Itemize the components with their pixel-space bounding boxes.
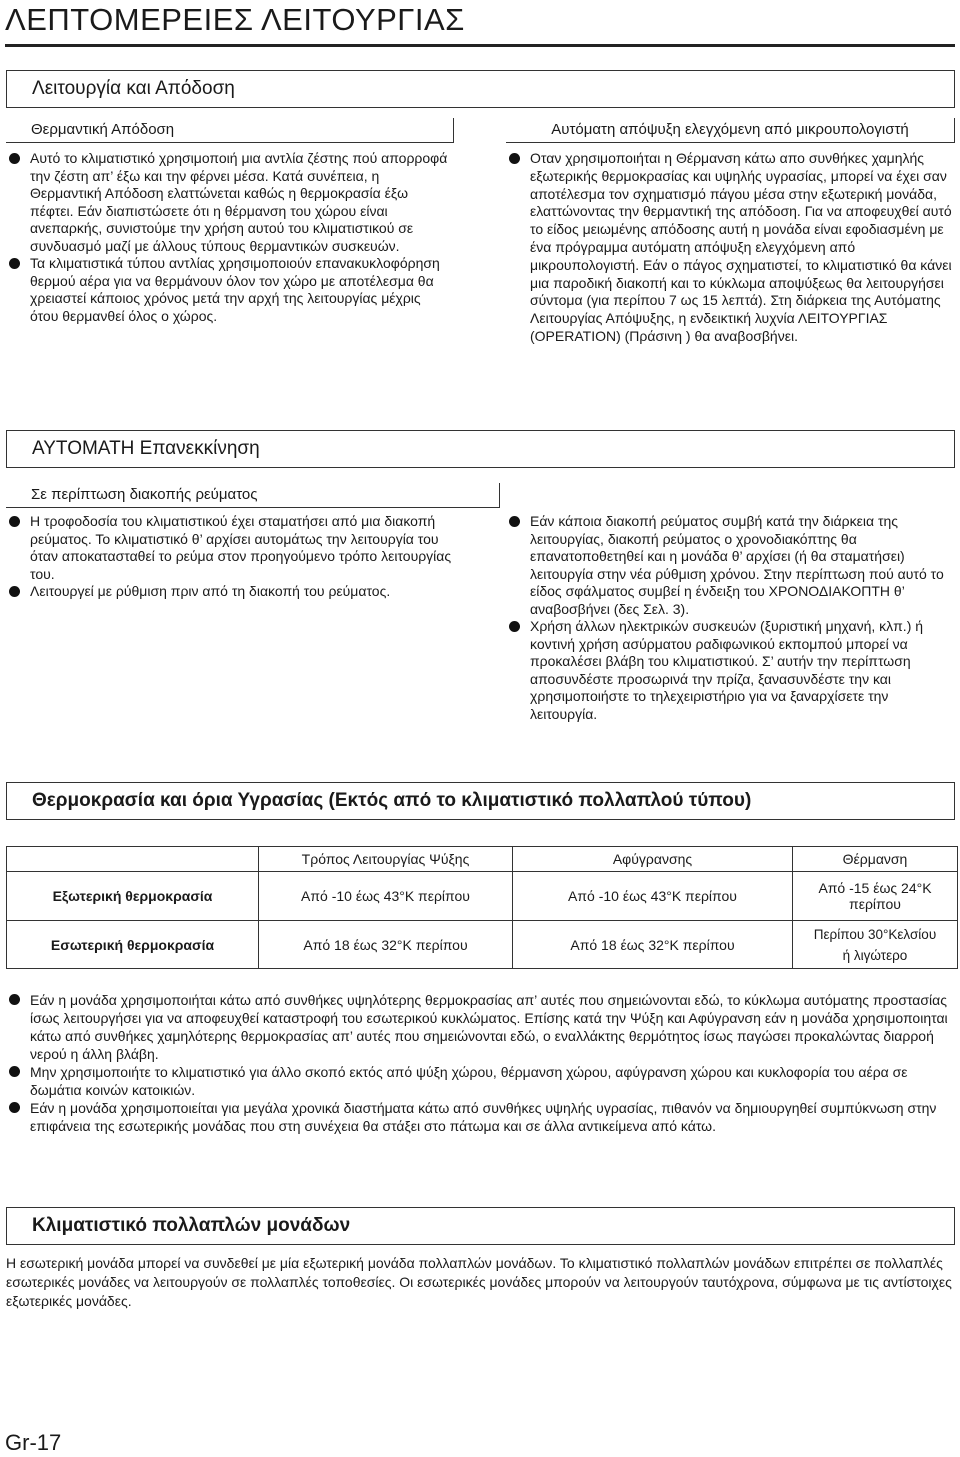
bullet-icon [509, 516, 520, 527]
bullet-icon [9, 1102, 20, 1113]
list-item [6, 150, 451, 255]
row-label: Εσωτερική θερμοκρασία [7, 921, 259, 969]
row-label: Εξωτερική θερμοκρασία [7, 872, 259, 921]
list-item-text: Εάν η μονάδα χρησιμοποιείται για μεγάλα χρονικά διαστήματα κάτω από συνθήκες υψηλής υγρασίας, πιθανόν να δημιουργηθεί συμπύκνωση στην επιφάνεια της εσωτερικής μονάδας που στη συνέχεια θα στάξει στο πάτωμα και σε άλλα αντικείμενα από κάτω. [30, 1100, 937, 1134]
list-item-text: Χρήση άλλων ηλεκτρικών συσκευών (ξυριστική μηχανή, κλπ.) ή κοντινή χρήση ασύρματου ραδιφωνικού εκπομπού μπορεί να προκαλέσει βλάβη του κλιματιστικού. Σ’ αυτήν την περίπτωση αποσυνδέστε προσωρινά την πρίζα, ξανασυνδέστε την και χρησιμοποιήστε το τηλεχειριστήριο για να ξαναρχίσετε την λειτουργία. [530, 618, 924, 722]
cell-line: Περίπου 30°Κελσίου [813, 926, 937, 942]
multi-unit-text: Η εσωτερική μονάδα μπορεί να συνδεθεί με μία εξωτερική μονάδα πολλαπλών μονάδων. Το κλιματιστικό πολλαπλών μονάδων επιτρέπει σε πολλαπλές εσωτερικές μονάδες να λειτουργούν σε πολλαπλές τοποθεσίες. Οι εσωτερικές μονάδες μπορούν να λειτουργούν ταυτόχρονα, σύμφωνα με τις αντίστοιχες εξωτερικές μονάδες. [6, 1255, 952, 1309]
bullet-icon [9, 586, 20, 597]
table-cell: Από 18 έως 32°K περίπου [513, 921, 793, 969]
table-cell [793, 921, 958, 969]
bullet-icon [9, 994, 20, 1005]
table-row [7, 872, 958, 921]
list-item-text: Αυτό το κλιματιστικό χρησιμοποιή μια αντλία ζέστης πού απορροφά την ζέστη απ’ έξω και την φέρνει μέσα. Κατά συνέπεια, η Θερμαντική Απόδοση ελαττώνεται καθώς η θερμοκρασία έξω πέφτει. Εάν διαπιστώσετε ότι η θέρμανση του χώρου είναι ανεπαρκής, συνιστούμε την χρήση αυτού του κλιματιστικού σε συνδυασμό μαζί με άλλους τύπους θερμαντικών συσκευών. [30, 150, 448, 254]
page-title: ΛΕΠΤΟΜΕΡΕΙΕΣ ΛΕΙΤΟΥΡΓΙΑΣ [5, 2, 465, 37]
bullet-icon [9, 516, 20, 527]
table-cell: Από 18 έως 32°K περίπου [259, 921, 513, 969]
list-item [506, 513, 955, 618]
list-item [6, 1099, 955, 1135]
auto-defrost-heading: Αυτόματη απόψυξη ελεγχόμενη από μικρουπολογιστή [506, 118, 955, 143]
list-item [6, 583, 456, 601]
list-item-text: Η τροφοδοσία του κλιματιστικού έχει σταματήσει από μια διακοπή ρεύματος. Το κλιματιστικό θ’ αρχίσει αυτομάτως την λειτουργία του όταν αποκατασταθεί το ρεύμα στον προηγούμενο τρόπο λειτουργίας του. [30, 513, 452, 582]
table-cell: Από -10 έως 43°K περίπου [259, 872, 513, 921]
bullet-icon [509, 153, 520, 164]
cell-line: Από -15 έως 24°K [818, 880, 932, 896]
table-header-cell: Αφύγρανσης [513, 847, 793, 872]
power-failure-list-left [6, 513, 456, 601]
list-item-text: Εάν η μονάδα χρησιμοποιήται κάτω από συνθήκες υψηλότερης θερμοκρασίας απ’ αυτές που σημειώνονται εδώ, το κύκλωμα αυτόματης προστασίας ίσως λειτουργήσει για να αποφευχθεί καταστροφή του εσωτερικού κυκλώματος. Επίσης κατά την Ψύξη και Αφύγρανση εάν η μονάδα χρησιμοποιηται κάτω από συνθήκες χαμηλότερης θερμοκρασίας απ’ αυτές που σημειώνονται εδώ, ο εναλλάκτης θερμότητος ίσως παγώσει προκαλώντας διαρροή νερού η άλλη βλάβη. [30, 992, 948, 1062]
bullet-icon [9, 258, 20, 269]
table-cell: Από -10 έως 43°K περίπου [513, 872, 793, 921]
bullet-icon [9, 153, 20, 164]
list-item [6, 991, 955, 1063]
page-number: Gr-17 [5, 1430, 62, 1455]
heating-performance-heading: Θερμαντική Απόδοση [6, 118, 454, 143]
bullet-icon [509, 621, 520, 632]
table-header-cell [7, 847, 259, 872]
list-item-text: Τα κλιματιστικά τύπου αντλίας χρησιμοποιούν επανακυκλοφόρηση θερμού αέρα για να θερμάνουν όλον τον χώρο με αποτέλεσμα θα χρειαστεί κάποιος χρόνος μετά την αρχή της λειτουργίας μέχρις ότου θερμανθεί όλος ο χώρος. [30, 255, 440, 324]
bullet-icon [9, 1066, 20, 1077]
limits-notes-list [6, 991, 955, 1135]
heating-performance-list [6, 150, 451, 325]
list-item [6, 513, 456, 583]
section-auto-restart-title: ΑΥΤΟΜΑΤΗ Επανεκκίνηση [6, 430, 955, 468]
section-temperature-humidity-title: Θερμοκρασία και όρια Υγρασίας (Εκτός από το κλιματιστικό πολλαπλού τύπου) [6, 782, 955, 820]
list-item-text: Εάν κάποια διακοπή ρεύματος συμβή κατά την διάρκεια της λειτουργίας, διακοπή ρεύματος ο χρονοδιακόπτης θα επανατοποθετηθεί και η μονάδα θ’ αρχίσει (ή θα σταματήσει) λειτουργία στην νέα ρύθμιση χρόνου. Στην περίπτωση πού αυτό το είδος σφάλματος συμβεί η ένδειξη του ΧΡΟΝΟΔΙΑΚΟΠΤΗ θ’ αναβοσβήνει (δες Σελ. 3). [530, 513, 944, 617]
list-item-text: Λειτουργεί με ρύθμιση πριν από τη διακοπή του ρεύματος. [30, 583, 391, 599]
list-item [6, 1063, 955, 1099]
table-cell [793, 872, 958, 921]
title-rule [5, 44, 955, 47]
cell-line: περίπου [849, 896, 901, 912]
table-header-cell: Τρόπος Λειτουργίας Ψύξης [259, 847, 513, 872]
power-failure-list-right [506, 513, 955, 723]
operating-limits-table [6, 846, 958, 969]
section-operation-performance-title: Λειτουργία και Απόδοση [6, 70, 955, 108]
cell-line: ή λιγώτερο [842, 947, 908, 963]
list-item-text: Μην χρησιμοποιήτε το κλιματιστικό για άλλο σκοπό εκτός από ψύξη χώρου, θέρμανση χώρου, αφύγρανση χώρου και κυκλοφορία του αέρα σε δωμάτια κοινών κατοικιών. [30, 1064, 908, 1098]
auto-defrost-list [506, 150, 955, 346]
list-item [506, 150, 955, 346]
table-header-row [7, 847, 958, 872]
list-item [506, 618, 955, 723]
table-header-cell: Θέρμανση [793, 847, 958, 872]
section-multi-unit-title: Κλιματιστικό πολλαπλών μονάδων [6, 1207, 955, 1245]
list-item-text: Οταν χρησιμοποιήται η Θέρμανση κάτω απο συνθήκες χαμηλής εξωτερικής θερμοκρασίας και υψηλής υγρασίας, μπορεί να έχει σαν αποτέλεσμα τον σχηματισμό πάγου μέσα στην εξωτερική μονάδα, ελαττώνοντας την θερμαντική της απόδοση. Για να αποφευχθεί αυτό το είδος μειωμένης απόδοσης αυτή η μονάδα είναι εφοδιασμένη με ένα πρόγραμμα αυτόματη απόψυξη ελεγχόμενη από μικρουπολογιστή. Εάν ο πάγος σχηματιστεί, το κλιματιστικό θα κάνει μια παροδική διακοπή και το κύκλωμα αποψύξεως θα λειτουργήσει σύντομα (για περίπου 7 ως 15 λεπτά). Στη διάρκεια της Αυτόματης Λειτουργίας Απόψυξης, η ενδεικτική λυχνία ΛΕΙΤΟΥΡΓΙΑΣ (OPERATION) (Πράσινη ) θα αναβοσβήνει. [530, 150, 952, 344]
list-item [6, 255, 451, 325]
power-failure-heading: Σε περίπτωση διακοπής ρεύματος [6, 483, 500, 508]
table-row [7, 921, 958, 969]
